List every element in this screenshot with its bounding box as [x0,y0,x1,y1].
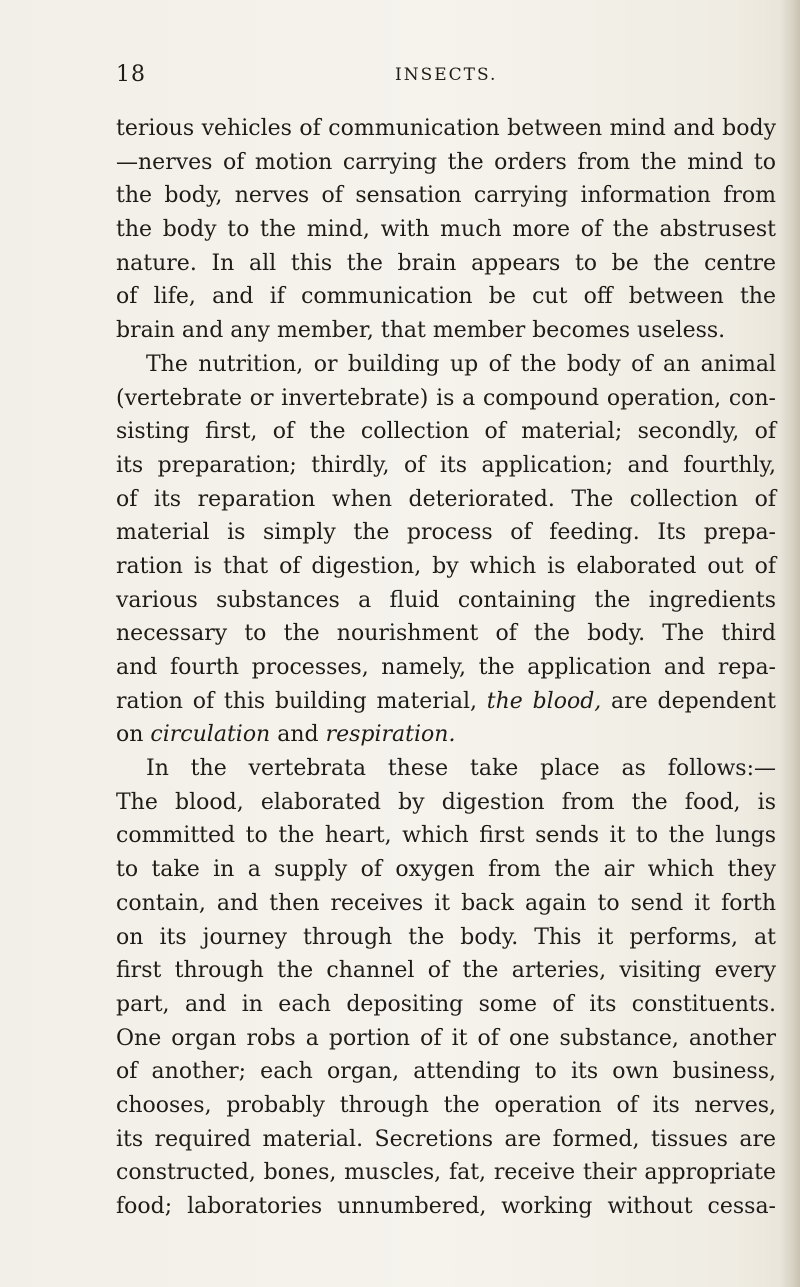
text-segment: of its reparation when deteriorated. The collection of [116,486,776,512]
text-line [116,213,776,247]
text-line [116,1190,776,1224]
text-segment: are dependent [601,688,776,714]
text-segment: In the vertebrata these take place as follows:— [146,756,776,782]
text-line [116,449,776,483]
text-line [116,988,776,1022]
text-segment: and fourth processes, namely, the application and repa- [116,655,776,680]
text-segment: of another; each organ, attending to its own business, [116,1059,776,1085]
text-line [116,179,776,213]
italic-text: respiration. [325,722,456,748]
page-number: 18 [116,62,146,87]
text-segment: The nutrition, or building up of the body of an animal [146,351,776,377]
text-segment: and [270,722,326,748]
text-segment: constructed, bones, muscles, fat, receive their appropriate [116,1160,776,1186]
text-line [116,584,776,618]
text-segment: ration is that of digestion, by which is elaborated out of [116,553,776,579]
text-segment: brain and any member, that member becomes useless. [116,318,726,344]
text-segment: terious vehicles of communication between mind and body [116,116,776,141]
text-segment: the body, nerves of sensation carrying information from [116,183,776,209]
text-line [116,853,776,887]
text-line [116,685,776,719]
text-line [116,752,776,786]
page-header [0,62,800,92]
text-segment: One organ robs a portion of it of one substance, another [116,1025,776,1051]
italic-text: circulation [150,722,271,748]
text-segment: food; laboratories unnumbered, working without cessa- [116,1194,776,1219]
text-line [116,954,776,988]
text-line [116,921,776,955]
text-line [116,516,776,550]
text-line [116,348,776,382]
text-line [116,718,776,752]
text-segment: contain, and then receives it back again to send it forth [116,890,776,916]
text-line [116,314,776,348]
text-segment: first through the channel of the arteries, visiting every [116,958,776,984]
text-segment: chooses, probably through the operation of its nerves, [116,1092,776,1118]
text-line [116,1022,776,1056]
text-line [116,280,776,314]
text-segment: necessary to the nourishment of the body. The third [116,621,776,647]
text-line [116,819,776,853]
text-segment: on [116,722,151,748]
text-segment: its required material. Secretions are formed, tissues are [116,1126,776,1152]
text-segment: of life, and if communication be cut off between the [116,284,776,310]
text-line [116,550,776,584]
text-line [116,1123,776,1157]
text-segment: various substances a fluid containing the ingredients [116,587,776,613]
text-line [116,1055,776,1089]
text-line [116,247,776,281]
text-segment: (vertebrate or invertebrate) is a compound operation, con- [116,385,776,411]
text-segment: ration of this building material, [116,688,487,714]
page-edge-shadow [780,0,800,1287]
text-line [116,112,776,146]
text-line [116,146,776,180]
text-line [116,483,776,517]
text-line [116,415,776,449]
text-segment: material is simply the process of feeding. Its prepa- [116,520,776,546]
running-head: INSECTS. [395,65,498,85]
text-segment: part, and in each depositing some of its constituents. [116,991,776,1017]
text-segment: The blood, elaborated by digestion from the food, is [116,789,776,815]
text-line [116,786,776,820]
text-segment: on its journey through the body. This it performs, at [116,924,776,950]
italic-text: the blood, [486,688,602,714]
text-line [116,1089,776,1123]
text-segment: —nerves of motion carrying the orders from the mind to [116,149,776,175]
text-segment: nature. In all this the brain appears to be the centre [116,250,776,276]
text-segment: the body to the mind, with much more of the abstrusest [116,217,776,243]
text-line [116,382,776,416]
text-segment: to take in a supply of oxygen from the air which they [116,857,776,883]
text-line [116,651,776,685]
text-line [116,617,776,651]
text-line [116,887,776,921]
text-segment: sisting first, of the collection of material; secondly, of [116,419,776,445]
body-text [116,112,776,1224]
text-segment: committed to the heart, which first sends it to the lungs [116,823,776,849]
text-line [116,1156,776,1190]
text-segment: its preparation; thirdly, of its application; and fourthly, [116,452,776,478]
